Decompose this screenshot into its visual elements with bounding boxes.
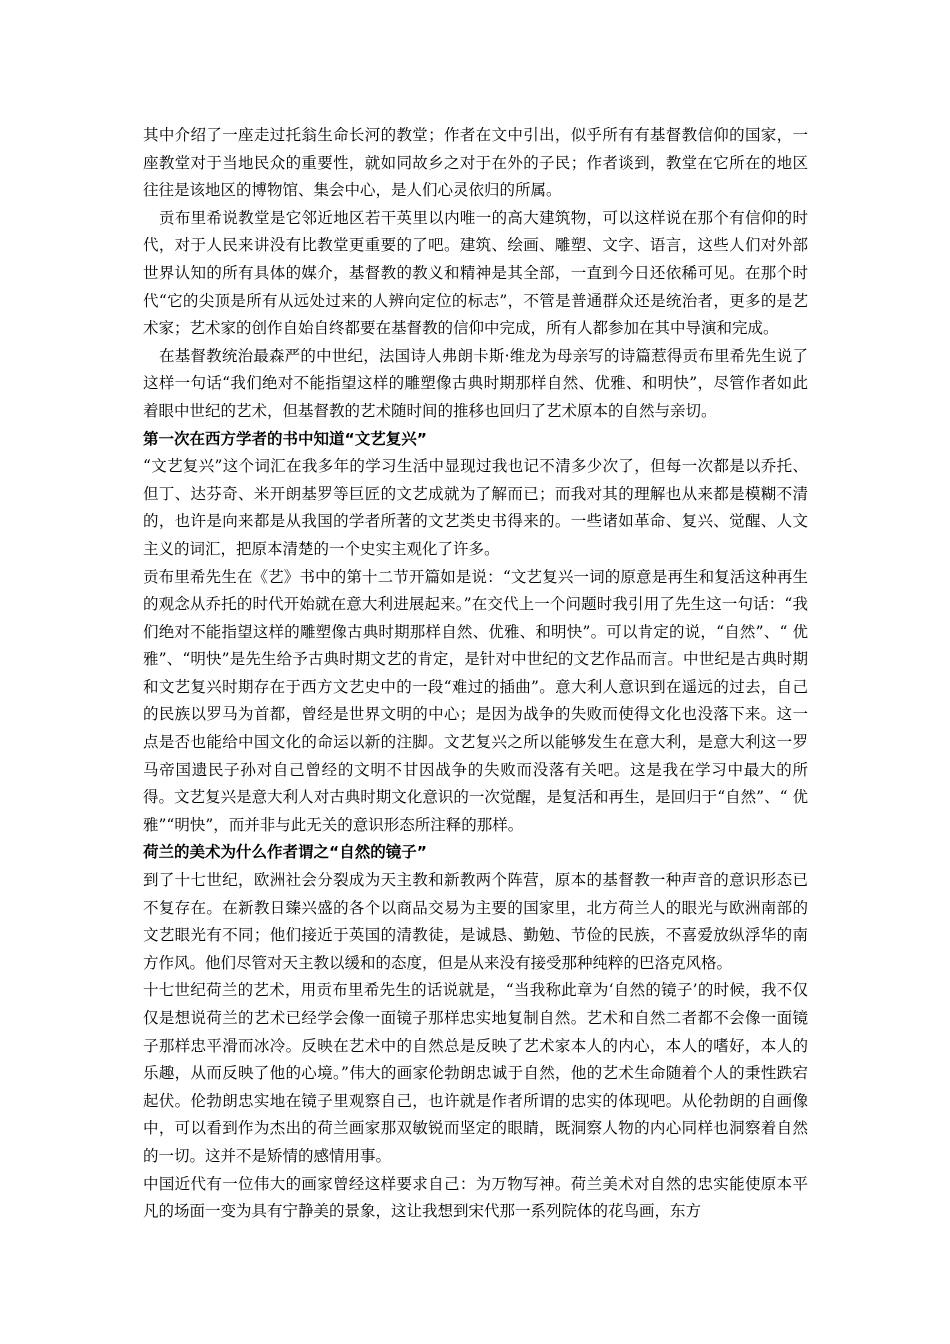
paragraph-17th-century-europe: 到了十七世纪，欧洲社会分裂成为天主教和新教两个阵营，原本的基督教一种声音的意识形态已不复存在。在新教日臻兴盛的各个以商品交易为主要的国家里，北方荷兰人的眼光与欧洲南部的文艺眼光有不同；他们接近于英国的清教徒，是诚恳、勤勉、节俭的民族，不喜爱放纵浮华的南方作风。他们尽管对天主教以缓和的态度，但是从来没有接受那种纯粹的巴洛克风格。 — [143, 871, 808, 972]
document-page — [143, 122, 808, 1226]
paragraph-church-intro: 其中介绍了一座走过托翁生命长河的教堂；作者在文中引出，似乎所有有基督教信仰的国家，一座教堂对于当地民众的重要性，就如同故乡之对于在外的子民；作者谈到，教堂在它所在的地区往往是该地区的博物馆、集会中心，是人们心灵依归的所属。 — [143, 126, 808, 200]
heading-dutch-art: 荷兰的美术为什么作者谓之“自然的镜子” — [143, 843, 427, 862]
paragraph-renaissance-term: “文艺复兴”这个词汇在我多年的学习生活中显现过我也记不清多少次了，但每一次都是以乔托、但丁、达芬奇、米开朗基罗等巨匠的文艺成就为了解而已；而我对其的理解也从来都是模糊不清的，也许是向来都是从我国的学者所著的文艺类史书得来的。一些诸如革命、复兴、觉醒、人文主义的词汇，把原本清楚的一个史实主观化了许多。 — [143, 457, 808, 558]
paragraph-church-importance: 贡布里希说教堂是它邻近地区若干英里以内唯一的高大建筑物，可以这样说在那个有信仰的时代，对于人民来讲没有比教堂更重要的了吧。建筑、绘画、雕塑、文字、语言，这些人们对外部世界认知的所有具体的媒介，基督教的教义和精神是其全部，一直到今日还依稀可见。在那个时代“它的尖顶是所有从远处过来的人辨向定位的标志”，不管是普通群众还是统治者，更多的是艺术家；艺术家的创作自始自终都要在基督教的信仰中完成，所有人都参加在其中导演和完成。 — [143, 208, 808, 338]
paragraph-medieval-art: 在基督教统治最森严的中世纪，法国诗人弗朗卡斯·维龙为母亲写的诗篇惹得贡布里希先生说了这样一句话“我们绝对不能指望这样的雕塑像古典时期那样自然、优雅、和明快”，尽管作者如此着眼中世纪的艺术，但基督教的艺术随时间的推移也回归了艺术原本的自然与亲切。 — [143, 346, 808, 420]
paragraph-chinese-painter: 中国近代有一位伟大的画家曾经这样要求自己：为万物写神。荷兰美术对自然的忠实能使原本平凡的场面一变为具有宁静美的景象，这让我想到宋代那一系列院体的花鸟画，东方 — [143, 1174, 808, 1221]
heading-renaissance: 第一次在西方学者的书中知道“文艺复兴” — [143, 429, 427, 448]
paragraph-renaissance-meaning: 贡布里希先生在《艺》书中的第十二节开篇如是说：“文艺复兴一词的原意是再生和复活这种再生的观念从乔托的时代开始就在意大利进展起来。”在交代上一个问题时我引用了先生这一句话：“我们绝对不能指望这样的雕塑像古典时期那样自然、优雅、和明快”。可以肯定的说，“自然”、“ 优雅”、“明快”是先生给予古典时期文艺的肯定，是针对中世纪的文艺作品而言。中世纪是古典时期和文艺复兴时期存在于西方文艺史中的一段“难过的插曲”。意大利人意识到在遥远的过去，自己的民族以罗马为首都，曾经是世界文明的中心；是因为战争的失败而使得文化也没落下来。这一点是否也能给中国文化的命运以新的注脚。文艺复兴之所以能够发生在意大利，是意大利这一罗马帝国遗民子孙对自己曾经的文明不甘因战争的失败而没落有关吧。这是我在学习中最大的所得。文艺复兴是意大利人对古典时期文化意识的一次觉醒，是复活和再生，是回归于“自然”、“ 优雅”“明快”，而并非与此无关的意识形态所注释的那样。 — [143, 567, 808, 834]
paragraph-mirror-of-nature: 十七世纪荷兰的艺术，用贡布里希先生的话说就是，“当我称此章为‘自然的镜子’的时候，我不仅仅是想说荷兰的艺术已经学会像一面镜子那样忠实地复制自然。艺术和自然二者都不会像一面镜子那样忠平滑而冰冷。反映在艺术中的自然总是反映了艺术家本人的内心，本人的嗜好，本人的乐趣，从而反映了他的心境。”伟大的画家伦勃朗忠诚于自然，他的艺术生命随着个人的秉性跌宕起伏。伦勃朗忠实地在镜子里观察自己，也许就是作者所谓的忠实的体现吧。从伦勃朗的自画像中，可以看到作为杰出的荷兰画家那双敏锐而坚定的眼睛，既洞察人物的内心同样也洞察着自然的一切。这并不是矫情的感情用事。 — [143, 981, 808, 1165]
